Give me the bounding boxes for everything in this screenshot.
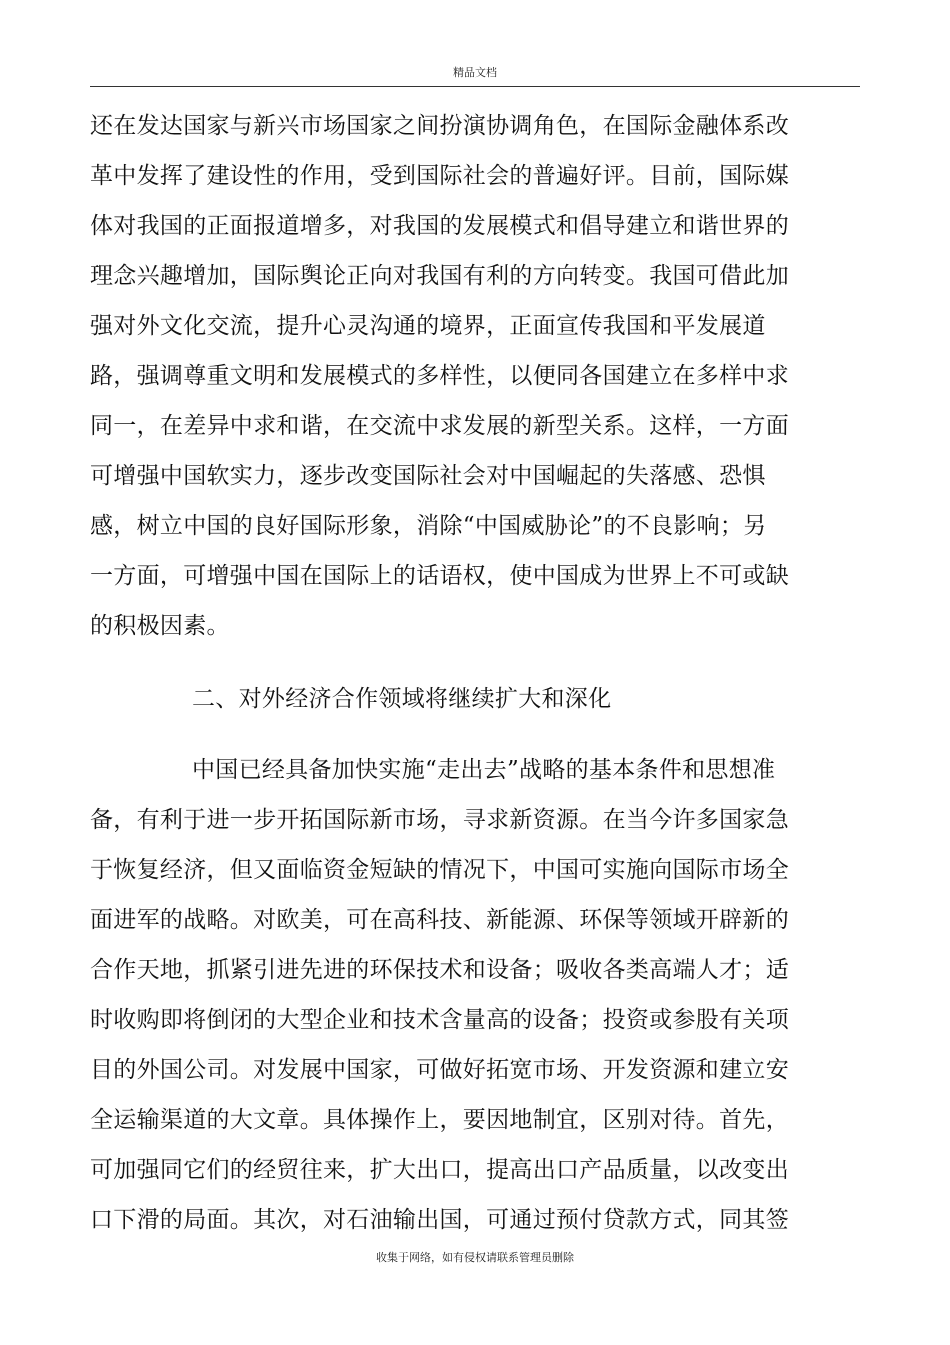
text-line: 可加强同它们的经贸往来，扩大出口，提高出口产品质量，以改变出	[90, 1157, 789, 1183]
text-line: 备，有利于进一步开拓国际新市场，寻求新资源。在当今许多国家急	[90, 807, 789, 833]
text-line: 中国已经具备加快实施“走出去”战略的基本条件和思想准	[192, 757, 776, 783]
text-line: 感，树立中国的良好国际形象，消除“中国威胁论”的不良影响；另	[90, 513, 767, 539]
page-header: 精品文档	[453, 66, 497, 79]
text-line: 的积极因素。	[90, 613, 230, 639]
text-line: 体对我国的正面报道增多，对我国的发展模式和倡导建立和谐世界的	[90, 213, 789, 239]
text-line: 于恢复经济，但又面临资金短缺的情况下，中国可实施向国际市场全	[90, 857, 789, 883]
text-line: 口下滑的局面。其次，对石油输出国，可通过预付贷款方式，同其签	[90, 1207, 789, 1233]
text-line: 时收购即将倒闭的大型企业和技术含量高的设备；投资或参股有关项	[90, 1007, 789, 1033]
text-line: 革中发挥了建设性的作用，受到国际社会的普遍好评。目前，国际媒	[90, 163, 789, 189]
text-line: 合作天地，抓紧引进先进的环保技术和设备；吸收各类高端人才；适	[90, 957, 789, 983]
header-rule	[90, 86, 860, 87]
text-line: 全运输渠道的大文章。具体操作上，要因地制宜，区别对待。首先，	[90, 1107, 789, 1133]
text-line: 目的外国公司。对发展中国家，可做好拓宽市场、开发资源和建立安	[90, 1057, 789, 1083]
text-line: 路，强调尊重文明和发展模式的多样性，以便同各国建立在多样中求	[90, 363, 789, 389]
text-line: 一方面，可增强中国在国际上的话语权，使中国成为世界上不可或缺	[90, 563, 789, 589]
text-line: 面进军的战略。对欧美，可在高科技、新能源、环保等领域开辟新的	[90, 907, 789, 933]
text-line: 还在发达国家与新兴市场国家之间扮演协调角色，在国际金融体系改	[90, 113, 789, 139]
text-line: 同一，在差异中求和谐，在交流中求发展的新型关系。这样，一方面	[90, 413, 789, 439]
page-footer: 收集于网络，如有侵权请联系管理员删除	[376, 1251, 574, 1264]
section-heading: 二、对外经济合作领域将继续扩大和深化	[192, 686, 612, 712]
text-line: 可增强中国软实力，逐步改变国际社会对中国崛起的失落感、恐惧	[90, 463, 766, 489]
text-line: 强对外文化交流，提升心灵沟通的境界，正面宣传我国和平发展道	[90, 313, 766, 339]
text-line: 理念兴趣增加，国际舆论正向对我国有利的方向转变。我国可借此加	[90, 263, 789, 289]
